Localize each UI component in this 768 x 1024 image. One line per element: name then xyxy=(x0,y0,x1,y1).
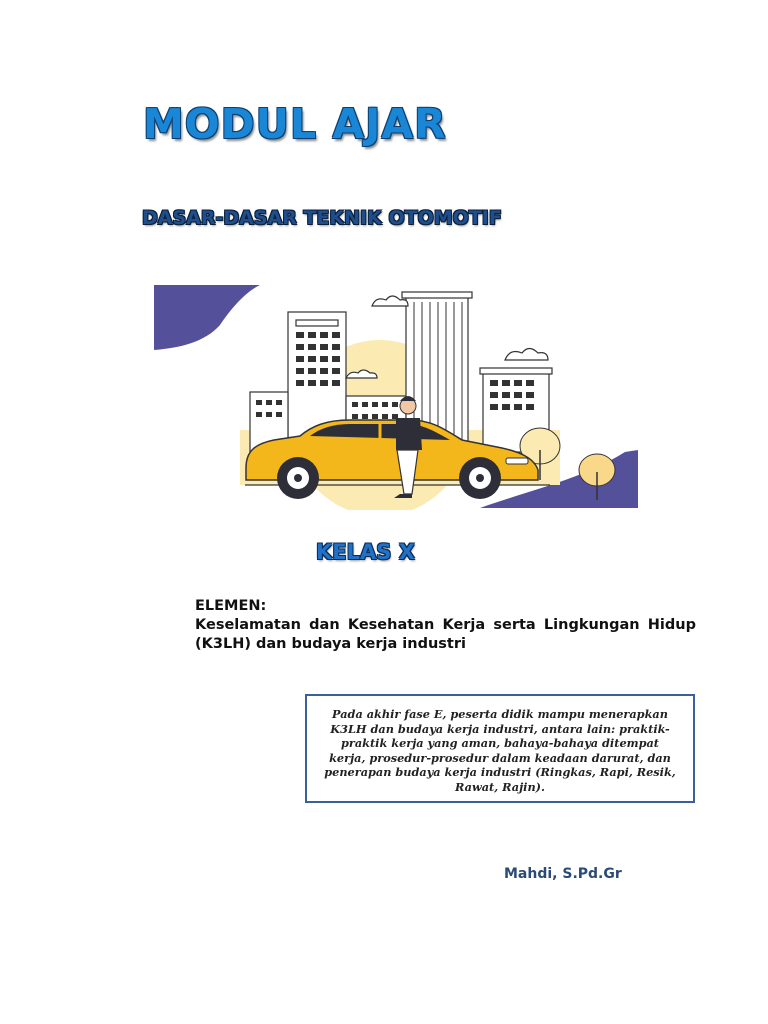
cloud-icon xyxy=(505,349,548,361)
element-section xyxy=(195,597,696,654)
element-description: Keselamatan dan Kesehatan Kerja serta Lingkungan Hidup (K3LH) dan budaya kerja industri xyxy=(195,617,696,652)
learning-outcome-box xyxy=(305,694,695,803)
element-label: ELEMEN: xyxy=(195,598,267,614)
car-city-illustration xyxy=(150,280,642,510)
class-label: KELAS X xyxy=(316,540,415,564)
purple-blob-top-left xyxy=(154,285,260,350)
learning-outcome-text: Pada akhir fase E, peserta didik mampu menerapkan K3LH dan budaya kerja industri, antara lain: praktik-praktik kerja yang aman, bahaya-bahaya ditempat kerja, prosedur-prosedur dalam keadaan darurat, dan penerapan budaya kerja industri (Ringkas, Rapi, Resik, Rawat, Rajin). xyxy=(324,707,676,794)
author-name: Mahdi, S.Pd.Gr xyxy=(504,866,622,882)
cover-title: MODUL AJAR xyxy=(143,100,447,148)
cover-subtitle: DASAR-DASAR TEKNIK OTOMOTIF xyxy=(142,207,502,229)
